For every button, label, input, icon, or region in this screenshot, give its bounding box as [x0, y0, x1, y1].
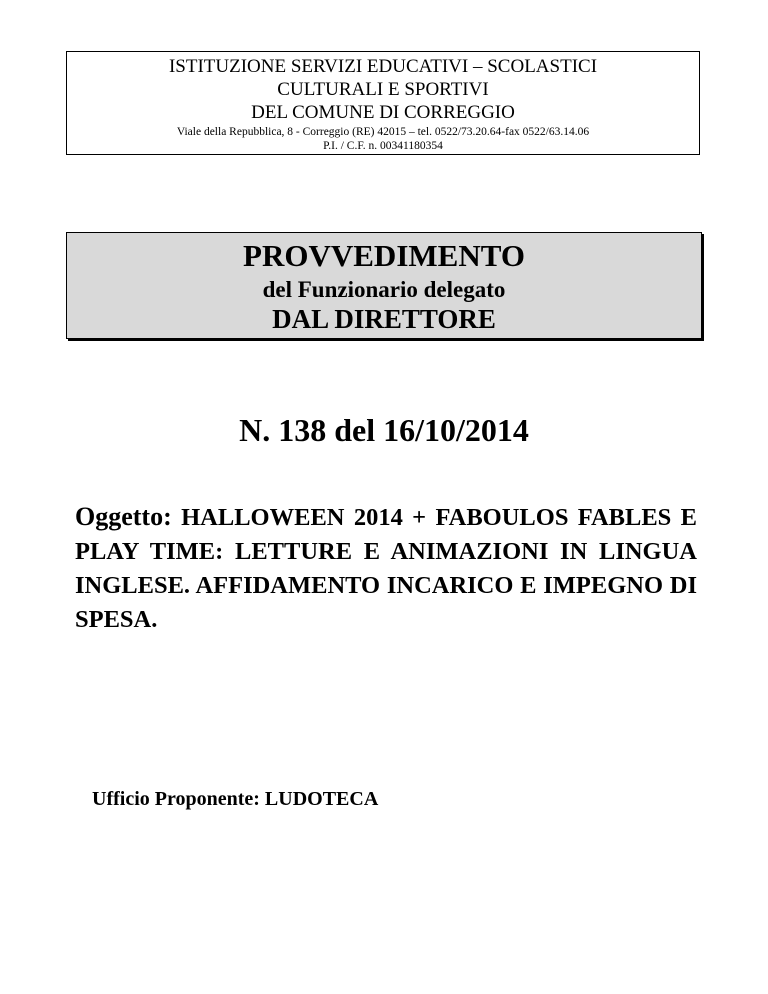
proposing-office: Ufficio Proponente: LUDOTECA	[92, 788, 379, 810]
header-institution-line1: ISTITUZIONE SERVIZI EDUCATIVI – SCOLASTICI	[168, 56, 598, 77]
subject-text: HALLOWEEN 2014 + FABOULOS FABLES E PLAY TIME: LETTURE E ANIMAZIONI IN LINGUA INGLESE. AFFIDAMENTO INCARICO E IMPEGNO DI SPESA.	[75, 504, 697, 633]
document-type-title: PROVVEDIMENTO	[243, 238, 525, 273]
header-box	[66, 51, 700, 155]
subject-paragraph	[75, 500, 697, 637]
document-issuer: del Funzionario delegato	[262, 277, 506, 302]
document-number: N. 138 del 16/10/2014	[239, 412, 529, 448]
title-box	[66, 232, 702, 339]
header-institution-line2: CULTURALI E SPORTIVI	[277, 79, 489, 100]
header-address: Viale della Repubblica, 8 - Correggio (RE) 42015 – tel. 0522/73.20.64-fax 0522/63.14.06	[176, 126, 590, 138]
subject-label: Oggetto:	[75, 502, 172, 531]
header-institution-line3: DEL COMUNE DI CORREGGIO	[251, 102, 515, 123]
header-tax-code: P.I. / C.F. n. 00341180354	[323, 140, 443, 152]
document-director: DAL DIRETTORE	[272, 304, 496, 334]
